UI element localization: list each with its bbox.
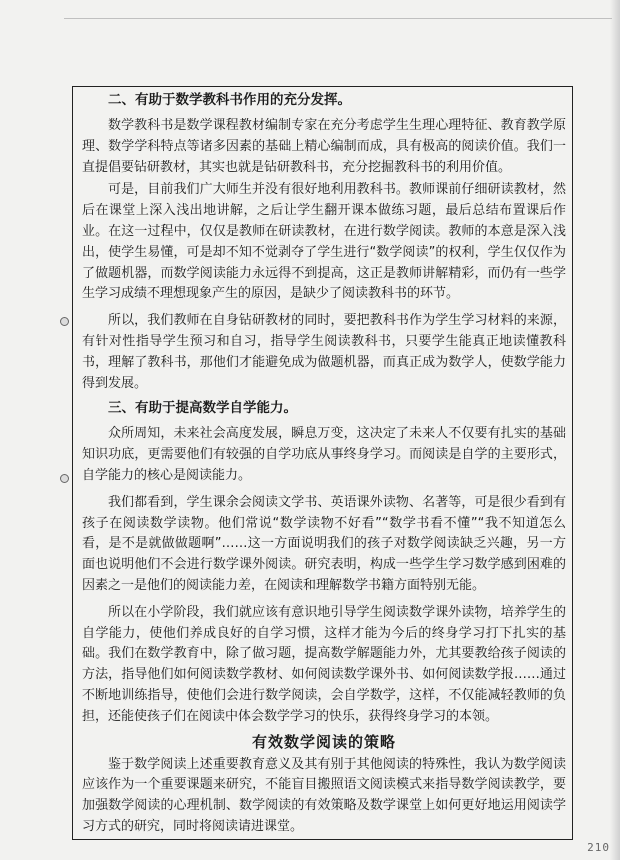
section-three-paragraph: 所以在小学阶段，我们就应该有意识地引导学生阅读数学课外读物，培养学生的自学能力，使他们养成良好的自学习惯，这样才能为今后的终身学习打下扎实的基础。我们在数学教育中，除了做习题，提高数学解题能力外，尤其要教给孩子阅读的方法，指导他们如何阅读数学教材、如何阅读数学课外书、如何阅读数学报……通过不断地训练指导，使他们会进行数学阅读，会自学数学，这样，不仅能减轻教师的负担，还能使孩子们在阅读中体会数学学习的快乐，获得终身学习的本领。	[82, 604, 566, 724]
section-three-heading: 三、有助于提高数学自学能力。	[108, 400, 297, 417]
page-edge-shadow	[610, 0, 620, 860]
section-three-paragraph: 我们都看到，学生课余会阅读文学书、英语课外读物、名著等，可是很少看到有孩子在阅读数学读物。他们常说“数学读物不好看”“数学书看不懂”“我不知道怎么看，是不是就做做题啊”……这一方面说明我们的孩子对数学阅读缺乏兴趣，另一方面也说明他们不会进行数学课外阅读。研究表明，构成一些学生学习数学感到困难的因素之一是他们的阅读能力差，在阅读和理解数学书籍方面特别无能。	[82, 494, 566, 593]
bleed-through-line	[64, 18, 612, 19]
strategy-paragraph: 鉴于数学阅读上述重要教育意义及其有别于其他阅读的特殊性，我认为数学阅读应该作为一个重要课题来研究，不能盲目搬照语文阅读模式来指导数学阅读教学，要加强数学阅读的心理机制、数学阅读的有效策略及数学课堂上如何更好地运用阅读学习方式的研究，同时将阅读请进课堂。	[82, 756, 566, 834]
section-three-paragraph: 众所周知，未来社会高度发展，瞬息万变，这决定了未来人不仅要有扎实的基础知识功底，更需要他们有较强的自学功底从事终身学习。而阅读是自学的主要形式，自学能力的核心是阅读能力。	[82, 426, 566, 483]
strategy-section-title: 有效数学阅读的策略	[251, 732, 396, 751]
document-body	[82, 90, 566, 838]
section-two-paragraph: 数学教科书是数学课程教材编制专家在充分考虑学生生理心理特征、教育教学原理、数学学科特点等诸多因素的基础上精心编制而成，具有极高的阅读价值。我们一直提倡要钻研教材，其实也就是钻研教科书，充分挖掘教科书的利用价值。	[82, 118, 566, 175]
binder-hole	[60, 474, 69, 483]
section-two-paragraph: 可是，目前我们广大师生并没有很好地利用教科书。教师课前仔细研读教材，然后在课堂上深入浅出地讲解，之后让学生翻开课本做练习题，最后总结布置课后作业。在这一过程中，仅仅是教师在研读教材，在进行数学阅读。教师的本意是深入浅出，使学生易懂，可是却不知不觉剥夺了学生进行“数学阅读”的权利，学生仅仅作为了做题机器，而数学阅读能力永远得不到提高，这正是教师讲解精彩，而仍有一些学生学习成绩不理想现象产生的原因，是缺少了阅读教科书的环节。	[82, 182, 566, 302]
section-two-paragraph: 所以，我们教师在自身钻研教材的同时，要把教科书作为学生学习材料的来源，有针对性指导学生预习和自习，指导学生阅读教科书，只要学生能真正地读懂教科书，理解了教科书，那他们才能避免成为做题机器，而真正成为数学人，使数学能力得到发展。	[82, 313, 566, 391]
page-number: 210	[587, 841, 610, 854]
binder-hole	[60, 317, 69, 326]
section-two-heading: 二、有助于数学教科书作用的充分发挥。	[108, 92, 351, 108]
